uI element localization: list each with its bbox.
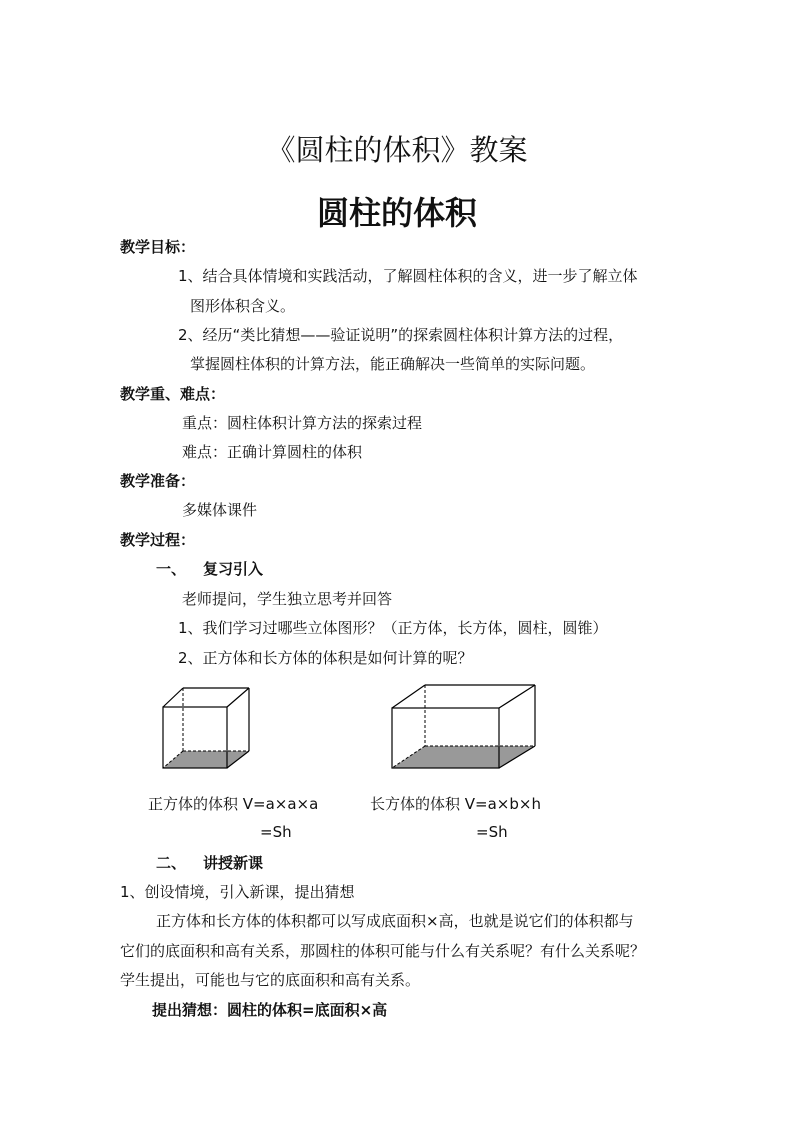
section-2-paragraph-line-2: 它们的底面积和高有关系，那圆柱的体积可能与什么有关系呢？有什么关系呢？ xyxy=(120,942,646,960)
keypoints-heading: 教学重、难点： xyxy=(120,385,226,403)
section-2-paragraph-line-3: 学生提出，可能也与它的底面积和高有关系。 xyxy=(120,971,421,989)
objectives-heading: 教学目标： xyxy=(120,238,196,256)
section-1-title: 复习引入 xyxy=(203,560,264,578)
section-1-question-1: 1、我们学习过哪些立体图形？（正方体，长方体，圆柱，圆锥） xyxy=(178,619,608,637)
section-1-question-2: 2、正方体和长方体的体积是如何计算的呢？ xyxy=(178,649,473,667)
keypoint-key: 重点：圆柱体积计算方法的探索过程 xyxy=(182,414,423,432)
objective-2-line-1: 2、经历“类比猜想——验证说明”的探索圆柱体积计算方法的过程， xyxy=(178,326,624,344)
section-2-title: 讲授新课 xyxy=(203,854,264,872)
cube-figure xyxy=(155,683,255,775)
cube-volume-formula-sh: =Sh xyxy=(260,823,292,841)
lesson-title: 圆柱的体积 xyxy=(316,194,477,232)
section-1-intro: 老师提问，学生独立思考并回答 xyxy=(182,590,393,608)
conjecture: 提出猜想：圆柱的体积=底面积×高 xyxy=(152,1001,388,1019)
document-title: 《圆柱的体积》教案 xyxy=(266,133,528,167)
objective-2-line-2: 掌握圆柱体积的计算方法，能正确解决一些简单的实际问题。 xyxy=(190,355,596,373)
section-2-paragraph-line-1: 正方体和长方体的体积都可以写成底面积×高，也就是说它们的体积都与 xyxy=(156,912,634,930)
section-2-number: 二、 xyxy=(156,854,187,872)
cuboid-figure xyxy=(385,680,545,775)
section-1-number: 一、 xyxy=(156,560,187,578)
objective-1-line-1: 1、结合具体情境和实践活动，了解圆柱体积的含义，进一步了解立体 xyxy=(178,267,638,285)
objective-1-line-2: 图形体积含义。 xyxy=(190,297,296,315)
section-2-step-1: 1、创设情境，引入新课，提出猜想 xyxy=(120,883,355,901)
process-heading: 教学过程： xyxy=(120,531,196,549)
preparation-heading: 教学准备： xyxy=(120,472,196,490)
cube-volume-formula: 正方体的体积 V=a×a×a xyxy=(148,795,319,813)
preparation-item: 多媒体课件 xyxy=(182,501,258,519)
cuboid-volume-formula-sh: =Sh xyxy=(476,823,508,841)
keypoint-difficult: 难点：正确计算圆柱的体积 xyxy=(182,443,363,461)
cuboid-volume-formula: 长方体的体积 V=a×b×h xyxy=(370,795,541,813)
